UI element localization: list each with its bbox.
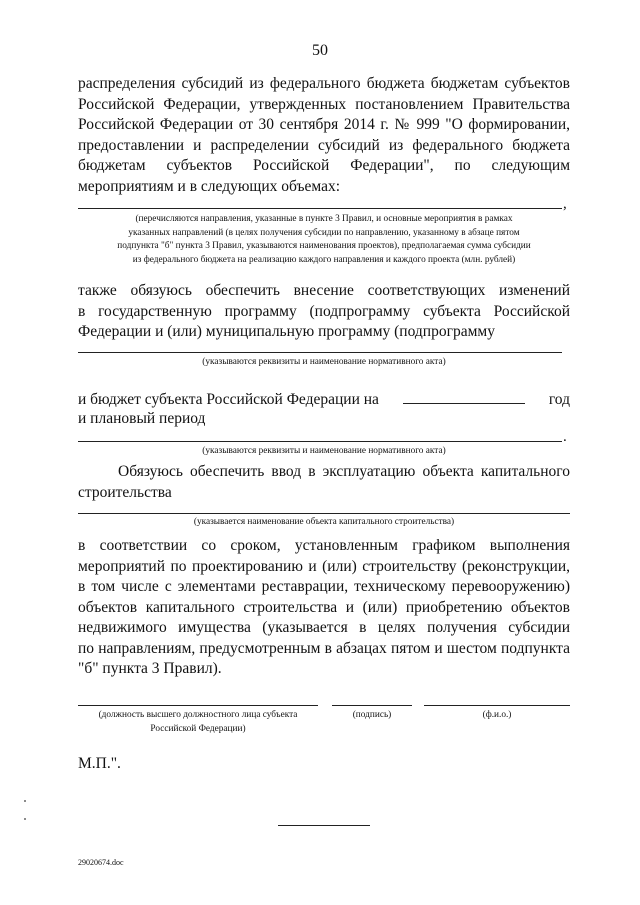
text-line: в соответствии со сроком, установленным графиком выполнения	[78, 537, 570, 554]
text-line: Обязуюсь обеспечить ввод в эксплуатацию объекта капитального	[118, 463, 570, 480]
text-line: мероприятиям и в следующих объемах:	[78, 177, 341, 195]
text-line: в государственную программу (подпрограмму субъекта Российской	[78, 302, 570, 320]
text-line: также обязуюсь обеспечить внесение соответствующих изменений	[78, 282, 570, 299]
budget-suffix: год	[548, 391, 570, 408]
note-directions	[78, 213, 570, 267]
note-normative-act: (указываются реквизиты и наименование нормативного акта)	[202, 357, 446, 367]
fill-in-line	[78, 208, 562, 209]
text-line: недвижимого имущества (указывается в целях получения субсидии	[78, 619, 570, 636]
note-line: подпункта "б" пункта 3 Правил, указываются наименования проектов), предполагаемая сумма субсидии	[117, 241, 531, 252]
note-construction-object: (указывается наименование объекта капитального строительства)	[193, 517, 455, 527]
caption-line: (должность высшего должностного лица субъекта	[98, 710, 298, 720]
planning-period: и плановый период	[78, 410, 206, 427]
text-line: строительства	[78, 483, 172, 501]
position-caption	[78, 709, 318, 736]
text-line: Российской Федерации от 30 сентября 2014 г. № 999 "О формировании,	[78, 116, 570, 133]
name-line	[424, 705, 570, 706]
note-line: из федерального бюджета на реализацию каждого направления и каждого проекта (млн. рублей)	[132, 254, 516, 265]
text-line: объектов капитального строительства и (или) приобретению объектов	[78, 598, 570, 616]
stamp-place: М.П.".	[78, 755, 121, 772]
paragraph-commissioning	[78, 462, 570, 503]
note-normative-act: (указываются реквизиты и наименование нормативного акта)	[202, 446, 446, 456]
text-line: предоставлении и распределении субсидий из федерального бюджета	[78, 136, 570, 154]
signature-caption: (подпись)	[352, 710, 392, 720]
paragraph-schedule	[78, 536, 570, 680]
closing-separator	[278, 825, 370, 826]
name-caption: (ф.и.о.)	[482, 710, 512, 720]
caption-line: Российской Федерации)	[150, 723, 246, 734]
paragraph-program-changes	[78, 281, 570, 343]
paragraph-subsidy-distribution	[78, 74, 570, 197]
budget-year-row	[78, 389, 570, 409]
text-line: по направлениям, предусмотренным в абзацах пятом и шестом подпункта	[78, 639, 570, 657]
year-blank	[403, 389, 525, 404]
footer-file-code: 29020674.doc	[78, 858, 124, 867]
line-end-period: .	[563, 429, 567, 445]
signature-line	[332, 705, 412, 706]
text-line: мероприятий по проектированию и (или) строительству (реконструкции,	[78, 557, 570, 575]
scan-speck	[24, 800, 26, 802]
fill-in-line	[78, 441, 562, 442]
position-line	[78, 705, 318, 706]
text-line: в том числе с элементами реставрации, техническому перевооружению)	[78, 578, 570, 595]
fill-in-line	[78, 513, 570, 514]
line-end-comma: ,	[563, 196, 567, 212]
scan-speck	[24, 818, 26, 820]
text-line: "б" пункта 3 Правил).	[78, 660, 222, 677]
text-line: бюджетам субъектов Российской Федерации", по следующим	[78, 157, 570, 174]
note-line: (перечисляются направления, указанные в пункте 3 Правил, и основные мероприятия в рамках	[135, 214, 513, 224]
text-line: Российской Федерации, утвержденных постановлением Правительства	[78, 95, 570, 113]
page-number: 50	[312, 42, 328, 59]
fill-in-line	[78, 352, 562, 353]
budget-prefix: и бюджет субъекта Российской Федерации на	[78, 391, 379, 408]
text-line: Федерации и (или) муниципальную программу (подпрограмму	[78, 323, 495, 340]
note-line: указанных направлений (в целях получения субсидии по направлению, указанному в абзаце пятом	[128, 227, 520, 238]
text-line: распределения субсидий из федерального бюджета бюджетам субъектов	[78, 75, 570, 92]
